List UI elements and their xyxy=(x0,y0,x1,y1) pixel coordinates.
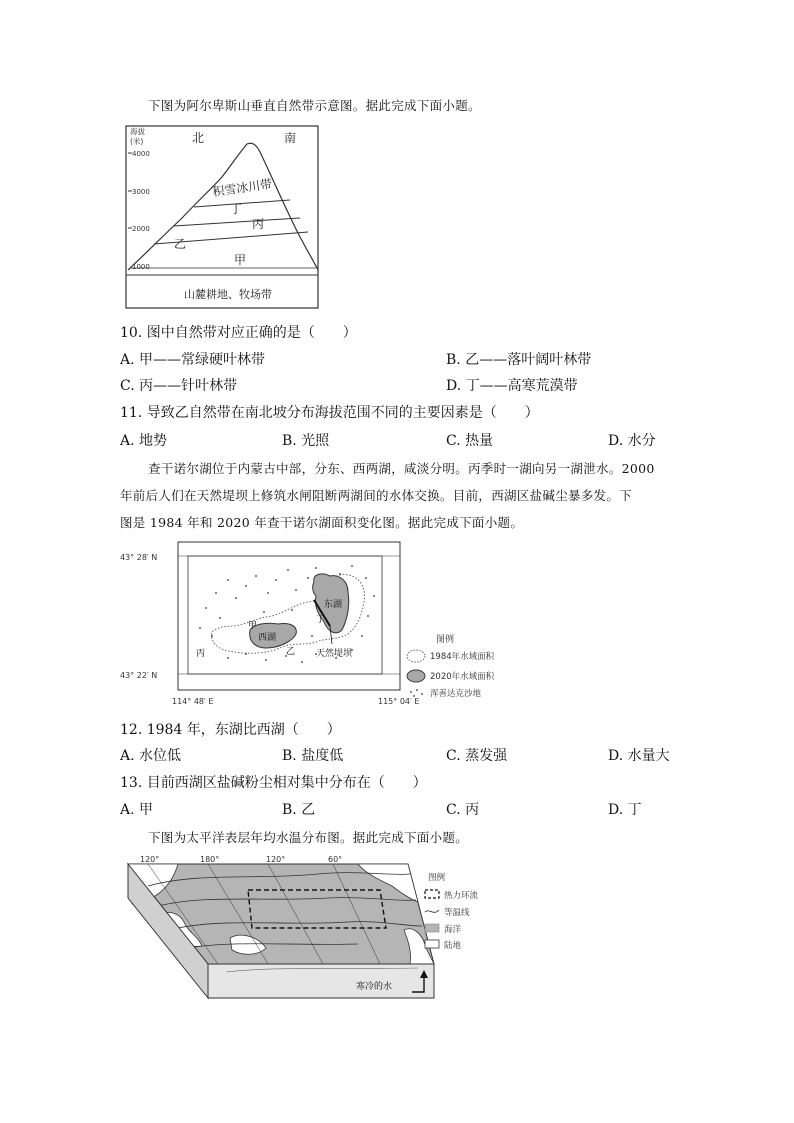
fig1-tick: 4000 xyxy=(132,150,150,158)
zone-jia-label: 甲 xyxy=(234,253,247,267)
legend-2020-water: 2020年水域面积 xyxy=(430,672,495,682)
q10-option-a[interactable]: A. 甲——常绿硬叶林带 xyxy=(120,352,266,368)
fig2-legend-title: 图例 xyxy=(436,635,455,645)
legend-ocean: 海洋 xyxy=(444,925,462,935)
q11-stem: 11. 导致乙自然带在南北坡分布海拔范围不同的主要因素是（ ） xyxy=(120,405,539,421)
lon-label-2: 180° xyxy=(200,855,220,864)
yi-label: 乙 xyxy=(286,647,296,657)
q10-option-b[interactable]: B. 乙——落叶阔叶林带 xyxy=(446,352,592,368)
legend-thermal-circulation: 热力环流 xyxy=(444,891,479,901)
q12-option-c[interactable]: C. 蒸发强 xyxy=(446,748,508,764)
fig1-north-label: 北 xyxy=(192,131,205,145)
fig1-south-label: 南 xyxy=(284,131,297,145)
cold-water-label: 寒冷的水 xyxy=(356,982,393,992)
q11-option-a[interactable]: A. 地势 xyxy=(120,433,168,449)
q13-option-c[interactable]: C. 丙 xyxy=(446,802,480,818)
legend-1984-water: 1984年水域面积 xyxy=(430,652,495,662)
lat-bottom-label: 43° 22′ N xyxy=(120,671,158,680)
q11-option-b[interactable]: B. 光照 xyxy=(282,433,330,449)
q12-option-a[interactable]: A. 水位低 xyxy=(120,748,182,764)
lat-top-label: 43° 28′ N xyxy=(120,553,158,562)
q12-option-b[interactable]: B. 盐度低 xyxy=(282,748,344,764)
dam-label: 天然堤坝 xyxy=(316,649,353,659)
q11-option-d[interactable]: D. 水分 xyxy=(608,433,656,449)
intro-text-3: 下图为太平洋表层年均水温分布图。据此完成下面小题。 xyxy=(148,830,469,845)
q13-option-a[interactable]: A. 甲 xyxy=(120,802,154,818)
intro-text-1: 下图为阿尔卑斯山垂直自然带示意图。据此完成下面小题。 xyxy=(148,98,481,113)
zone-yi-label: 乙 xyxy=(174,237,187,251)
alps-zone-diagram xyxy=(122,122,324,312)
fig1-tick: 1000 xyxy=(132,263,150,271)
pacific-temperature-diagram xyxy=(118,852,508,1002)
jia-label: 甲 xyxy=(248,621,258,631)
east-lake-label: 东湖 xyxy=(324,600,343,610)
lon-label-1: 120° xyxy=(140,855,160,864)
lon-right-label: 115° 04′ E xyxy=(378,697,420,706)
fig1-ylabel-1: 海拔 xyxy=(130,127,145,136)
lon-label-3: 120° xyxy=(266,855,286,864)
fig1-tick: 2000 xyxy=(132,225,150,233)
lon-left-label: 114° 48′ E xyxy=(172,697,214,706)
intro-text-2-line-2: 年前后人们在天然堤坝上修筑水闸阻断两湖间的水体交换。目前，西湖区盐碱尘暴多发。下 xyxy=(120,488,633,503)
q10-stem: 10. 图中自然带对应正确的是（ ） xyxy=(120,325,357,341)
fig1-tick: 3000 xyxy=(132,188,150,196)
lake-area-map xyxy=(116,538,516,710)
ding-label: 丁 xyxy=(316,615,326,625)
q10-option-c[interactable]: C. 丙——针叶林带 xyxy=(120,378,238,394)
zone-snow-label: 积雪冰川带 xyxy=(211,176,273,200)
q10-option-d[interactable]: D. 丁——高寒荒漠带 xyxy=(446,378,578,394)
q12-stem: 12. 1984 年，东湖比西湖（ ） xyxy=(120,722,341,738)
intro-text-2-line-3: 图是 1984 年和 2020 年查干诺尔湖面积变化图。据此完成下面小题。 xyxy=(120,515,524,530)
west-lake-label: 西湖 xyxy=(258,633,277,643)
q13-stem: 13. 目前西湖区盐碱粉尘相对集中分布在（ ） xyxy=(120,775,427,791)
q11-option-c[interactable]: C. 热量 xyxy=(446,433,494,449)
lon-label-4: 60° xyxy=(328,855,343,864)
zone-base-label: 山麓耕地、牧场带 xyxy=(184,288,272,301)
zone-ding-label: 丁 xyxy=(230,202,243,216)
q13-option-d[interactable]: D. 丁 xyxy=(608,802,642,818)
fig3-legend-title: 图例 xyxy=(428,873,446,883)
zone-bing-label: 丙 xyxy=(252,217,265,231)
bing-label: 丙 xyxy=(196,649,206,659)
q12-option-d[interactable]: D. 水量大 xyxy=(608,748,670,764)
legend-sandy-land: 浑善达克沙地 xyxy=(430,689,482,699)
fig1-ylabel-2: (米) xyxy=(130,137,144,146)
q13-option-b[interactable]: B. 乙 xyxy=(282,802,316,818)
intro-text-2-line-1: 查干诺尔湖位于内蒙古中部，分东、西两湖，咸淡分明。丙季时一湖向另一湖泄水。2000 xyxy=(148,461,655,476)
legend-land: 陆地 xyxy=(444,941,462,951)
legend-isotherm: 等温线 xyxy=(444,908,470,918)
